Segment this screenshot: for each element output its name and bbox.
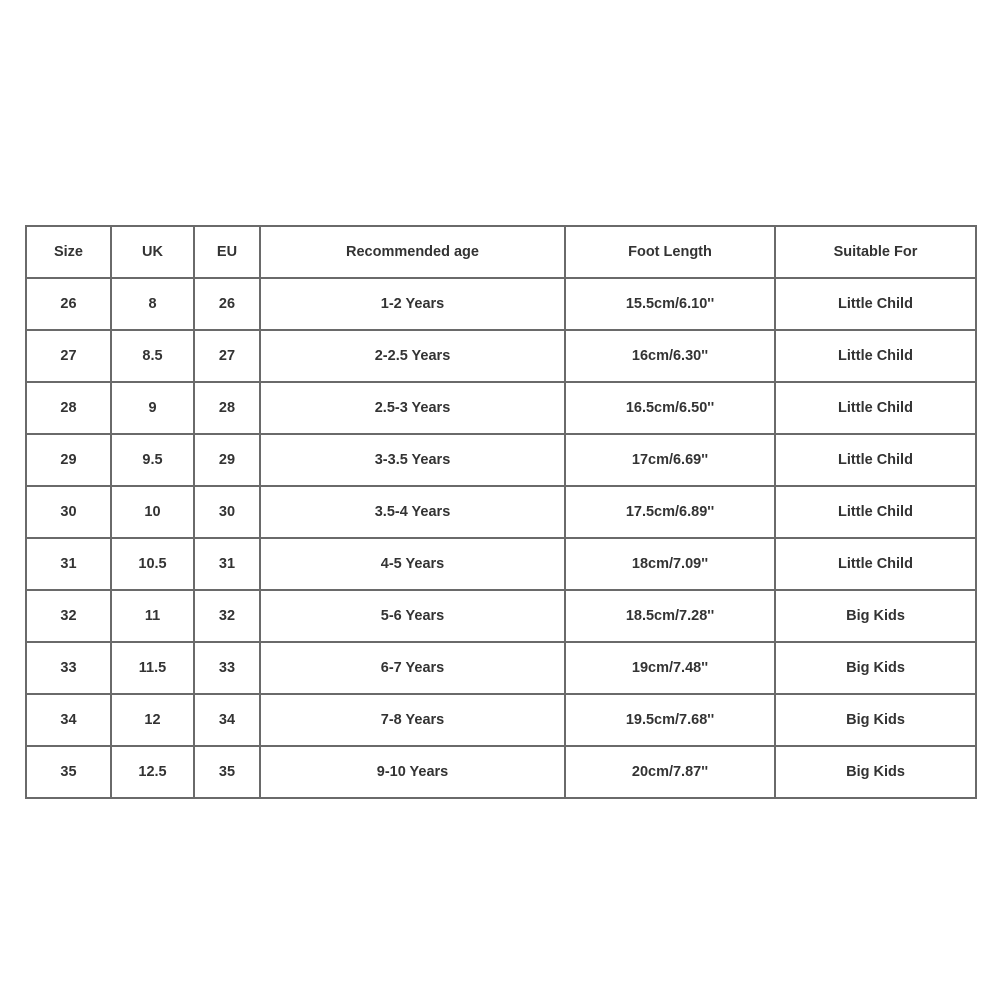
cell-suitable-for: Big Kids bbox=[775, 694, 976, 746]
cell-eu: 32 bbox=[194, 590, 260, 642]
cell-uk: 12 bbox=[111, 694, 194, 746]
cell-eu: 31 bbox=[194, 538, 260, 590]
cell-recommended-age: 3-3.5 Years bbox=[260, 434, 565, 486]
cell-eu: 29 bbox=[194, 434, 260, 486]
cell-eu: 34 bbox=[194, 694, 260, 746]
cell-suitable-for: Big Kids bbox=[775, 642, 976, 694]
cell-foot-length: 19.5cm/7.68'' bbox=[565, 694, 775, 746]
table-row bbox=[26, 694, 976, 746]
cell-suitable-for: Little Child bbox=[775, 278, 976, 330]
cell-recommended-age: 1-2 Years bbox=[260, 278, 565, 330]
cell-eu: 27 bbox=[194, 330, 260, 382]
cell-recommended-age: 5-6 Years bbox=[260, 590, 565, 642]
cell-eu: 33 bbox=[194, 642, 260, 694]
cell-uk: 12.5 bbox=[111, 746, 194, 798]
cell-foot-length: 16.5cm/6.50'' bbox=[565, 382, 775, 434]
table-row bbox=[26, 642, 976, 694]
cell-foot-length: 18.5cm/7.28'' bbox=[565, 590, 775, 642]
cell-recommended-age: 2.5-3 Years bbox=[260, 382, 565, 434]
cell-suitable-for: Big Kids bbox=[775, 746, 976, 798]
cell-recommended-age: 9-10 Years bbox=[260, 746, 565, 798]
header-suitable-for: Suitable For bbox=[775, 226, 976, 278]
cell-suitable-for: Big Kids bbox=[775, 590, 976, 642]
cell-foot-length: 18cm/7.09'' bbox=[565, 538, 775, 590]
cell-uk: 9.5 bbox=[111, 434, 194, 486]
cell-eu: 35 bbox=[194, 746, 260, 798]
cell-eu: 26 bbox=[194, 278, 260, 330]
table-row bbox=[26, 746, 976, 798]
cell-recommended-age: 6-7 Years bbox=[260, 642, 565, 694]
cell-uk: 8.5 bbox=[111, 330, 194, 382]
cell-foot-length: 20cm/7.87'' bbox=[565, 746, 775, 798]
table-row bbox=[26, 382, 976, 434]
cell-suitable-for: Little Child bbox=[775, 538, 976, 590]
cell-foot-length: 17.5cm/6.89'' bbox=[565, 486, 775, 538]
cell-size: 26 bbox=[26, 278, 111, 330]
cell-recommended-age: 7-8 Years bbox=[260, 694, 565, 746]
header-size: Size bbox=[26, 226, 111, 278]
cell-uk: 10.5 bbox=[111, 538, 194, 590]
cell-recommended-age: 2-2.5 Years bbox=[260, 330, 565, 382]
cell-suitable-for: Little Child bbox=[775, 330, 976, 382]
header-recommended-age: Recommended age bbox=[260, 226, 565, 278]
table-row bbox=[26, 486, 976, 538]
cell-suitable-for: Little Child bbox=[775, 382, 976, 434]
table-row bbox=[26, 434, 976, 486]
cell-recommended-age: 4-5 Years bbox=[260, 538, 565, 590]
cell-foot-length: 16cm/6.30'' bbox=[565, 330, 775, 382]
cell-uk: 11.5 bbox=[111, 642, 194, 694]
cell-size: 33 bbox=[26, 642, 111, 694]
table-row bbox=[26, 278, 976, 330]
cell-size: 30 bbox=[26, 486, 111, 538]
cell-foot-length: 19cm/7.48'' bbox=[565, 642, 775, 694]
size-chart-table bbox=[25, 225, 977, 799]
header-foot-length: Foot Length bbox=[565, 226, 775, 278]
cell-size: 31 bbox=[26, 538, 111, 590]
header-row bbox=[26, 226, 976, 278]
table-row bbox=[26, 590, 976, 642]
cell-uk: 10 bbox=[111, 486, 194, 538]
cell-foot-length: 15.5cm/6.10'' bbox=[565, 278, 775, 330]
table-row bbox=[26, 538, 976, 590]
header-eu: EU bbox=[194, 226, 260, 278]
cell-uk: 9 bbox=[111, 382, 194, 434]
cell-size: 28 bbox=[26, 382, 111, 434]
cell-uk: 8 bbox=[111, 278, 194, 330]
cell-eu: 30 bbox=[194, 486, 260, 538]
cell-suitable-for: Little Child bbox=[775, 434, 976, 486]
cell-recommended-age: 3.5-4 Years bbox=[260, 486, 565, 538]
cell-suitable-for: Little Child bbox=[775, 486, 976, 538]
cell-foot-length: 17cm/6.69'' bbox=[565, 434, 775, 486]
cell-size: 29 bbox=[26, 434, 111, 486]
cell-eu: 28 bbox=[194, 382, 260, 434]
header-uk: UK bbox=[111, 226, 194, 278]
cell-size: 34 bbox=[26, 694, 111, 746]
cell-size: 27 bbox=[26, 330, 111, 382]
cell-uk: 11 bbox=[111, 590, 194, 642]
table-row bbox=[26, 330, 976, 382]
cell-size: 32 bbox=[26, 590, 111, 642]
cell-size: 35 bbox=[26, 746, 111, 798]
